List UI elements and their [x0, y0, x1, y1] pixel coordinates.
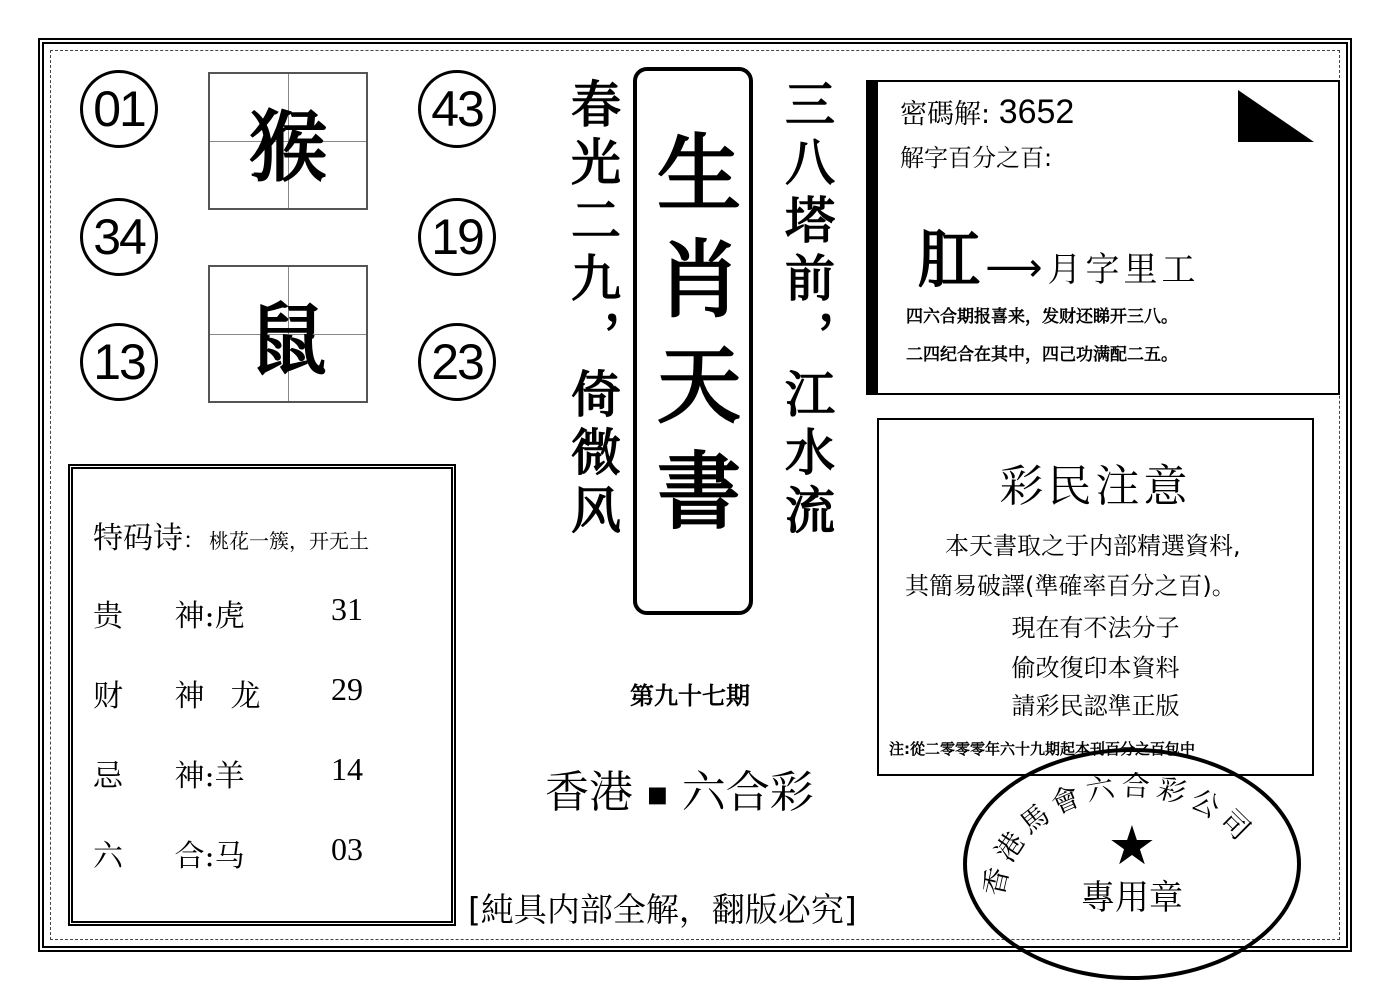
poem-row-number: 31 [331, 591, 363, 627]
zodiac-bottom-char: 鼠 [248, 295, 327, 386]
poem-row-label-b: 合 [174, 839, 205, 874]
decode-line-2: 二四纪合在其中，四己功满配二五。 [906, 345, 1178, 365]
code-label: 密碼解: [900, 99, 991, 130]
title-box [633, 67, 753, 615]
number-circle: 13 [80, 323, 158, 401]
poem-heading: 特码诗 [93, 521, 183, 556]
stamp-center-text: 專用章 [1081, 878, 1183, 918]
notice-title: 彩民注意 [999, 461, 1192, 512]
poem-row-animal: 马 [214, 839, 245, 874]
poem-box [68, 464, 456, 926]
code-line [900, 92, 1074, 132]
poem-heading-text: 桃花一簇，开无土 [209, 529, 370, 553]
poem-heading-line [93, 513, 369, 557]
arrow-icon: ⟶ [985, 245, 1043, 291]
notice-line: 請彩民認準正版 [1011, 692, 1180, 720]
brand-game: 六合彩 [681, 767, 814, 818]
poem-row-animal: 羊 [214, 759, 245, 794]
poem-row-label-a: 财 [93, 679, 123, 714]
issue-number: 第九十七期 [630, 681, 750, 710]
poem-row-label-b: 神 [174, 759, 205, 794]
footer-slogan: [純具内部全解，翻版必究] [468, 890, 857, 929]
number-circle: 43 [418, 70, 496, 148]
poem-row-animal: 虎 [214, 599, 245, 634]
poem-row-label-a: 六 [93, 839, 123, 874]
brand-separator: ■ [647, 782, 668, 808]
notice-line: 其簡易破譯(準確率百分之百)。 [905, 572, 1236, 600]
poem-row-label-b: 神 [174, 679, 205, 714]
poem-row-sep: : [204, 759, 215, 794]
brand-hk: 香港 [545, 767, 633, 818]
official-stamp [963, 748, 1301, 980]
poem-row-sep: : [204, 599, 215, 634]
notice-line: 偷改復印本資料 [1011, 654, 1180, 682]
verse-left: 春光二九，倚微风 [563, 78, 622, 542]
poem-row-animal: 龙 [230, 679, 261, 714]
poem-row-sep: : [204, 839, 215, 874]
number-circle: 19 [418, 198, 496, 276]
decode-box [866, 80, 1340, 395]
poem-row-number: 29 [331, 671, 363, 707]
decode-subtitle: 解字百分之百: [900, 144, 1053, 172]
stamp-arc-text: 香港馬會六合彩公司 [976, 769, 1262, 899]
zodiac-box-bottom [208, 265, 368, 403]
poem-row [93, 831, 245, 875]
notice-footnote: 注:從二零零零年六十九期起本刊百分之百包中 [889, 740, 1196, 758]
poem-row [93, 751, 245, 795]
number-circle: 34 [80, 198, 158, 276]
poem-row-number: 03 [331, 831, 363, 867]
notice-line: 現在有不法分子 [1011, 614, 1180, 642]
poem-row-label-b: 神 [174, 599, 205, 634]
zodiac-box-top [208, 72, 368, 210]
decode-explain: 月字里工 [1047, 250, 1200, 290]
poem-row-label-a: 忌 [93, 759, 123, 794]
poem-row-number: 14 [331, 751, 363, 787]
page-title: 生肖天書 [643, 129, 743, 553]
notice-line: 本天書取之于内部精選資料, [945, 532, 1241, 560]
notice-box [877, 418, 1314, 776]
poem-row [93, 671, 261, 715]
code-value: 3652 [998, 93, 1075, 131]
decode-char-line [918, 210, 1200, 299]
poem-row [93, 591, 245, 635]
stamp-star-icon: ★ [1107, 814, 1157, 877]
poem-row-label-a: 贵 [93, 599, 123, 634]
brand-line [545, 756, 814, 820]
number-circle: 01 [80, 70, 158, 148]
verse-right: 三八塔前，江水流 [777, 78, 836, 542]
corner-triangle-icon [1236, 88, 1316, 144]
poem-heading-colon: ： [183, 529, 206, 554]
decode-line-1: 四六合期报喜来，发财还睇开三八。 [906, 307, 1178, 327]
decode-char: 肛 [918, 223, 981, 296]
zodiac-top-char: 猴 [248, 102, 327, 193]
number-circle: 23 [418, 323, 496, 401]
